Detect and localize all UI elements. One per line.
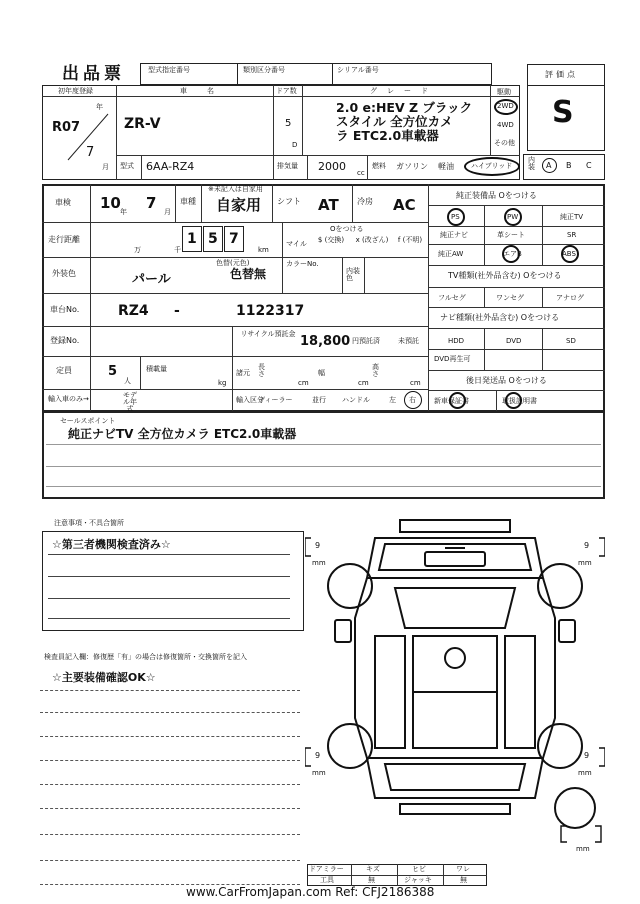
inspector-text: ☆主要装備確認OK☆ [52,671,156,684]
sp-divider-9 [428,370,605,371]
legend-col-3 [443,864,444,886]
option-navi: 純正ナビ [440,231,468,239]
import-dealer: ディーラー [258,396,293,404]
tread-rear-right: 9 [584,751,590,760]
legend-tools-value: 無 [368,876,375,884]
tread-rear-left-unit: mm [312,769,326,777]
fuel-diesel: 軽油 [438,162,454,171]
legend-col-1 [351,864,352,886]
notes-line-2 [48,576,290,577]
row-divider-1 [42,222,428,223]
load-label: 積載量 [146,365,167,373]
car-type: 自家用 [216,196,262,214]
manual-circle [505,392,522,409]
shift-value: AT [318,196,339,214]
divider-e [282,222,283,257]
capacity-label: 定員 [56,366,72,375]
divider-i [232,326,233,356]
first-registration-label: 初年度登録 [58,87,93,95]
sales-line-1 [46,444,601,445]
label-col-divider [90,184,91,412]
navi-dvd: DVD [506,337,522,345]
sales-line-3 [46,486,601,487]
row-divider-2 [42,257,428,258]
navi-type-title: ナビ種類(社外品含む) Oをつける [440,313,560,322]
sp-divider-1 [428,205,605,206]
year-unit: 年 [96,103,103,111]
circle-note: Oをつける [330,225,364,233]
car-damage-diagram [305,508,605,888]
mile-label: マイル [286,240,307,248]
fuel-hybrid: ハイブリッド [471,162,513,170]
handle-right: 右 [409,396,416,404]
row-divider-5 [42,356,428,357]
warranty-circle [449,392,466,409]
interior-box [523,154,605,180]
color-change: 色替無 [230,267,267,281]
legend-jack-value: 無 [460,876,467,884]
sp-divider-10 [428,390,605,391]
mileage-label: 走行距離 [48,235,80,244]
man-unit: 万 [134,246,141,254]
legend-break: ワレ [456,865,470,873]
drive-other: その他 [494,139,515,147]
door-count: 5 [285,118,292,129]
tv-oneseg: ワンセグ [496,294,524,302]
inspector-line-2 [40,712,300,713]
manual: 取扱説明書 [502,397,537,405]
grade-line-2: スタイル 全方位カメ [336,114,453,129]
katashiki-value: 6AA-RZ4 [146,160,195,173]
aircon-value: AC [393,196,416,214]
legend-door-mirror: ドアミラー [309,865,344,873]
inspection-month-unit: 月 [164,208,171,216]
door-unit: D [292,141,298,149]
header-row-divider [42,96,520,97]
aircon-label: 冷房 [357,197,373,206]
sp-divider-2 [428,226,605,227]
sp-divider-8 [428,349,605,350]
interior-color-label: 内装色 [346,267,360,282]
unknown-label: f (不明) [397,236,423,244]
divider-j [140,356,141,389]
divider-k [232,356,233,389]
mileage-digit-1: 1 [187,231,197,247]
first-registration-year: R07 [52,120,81,135]
inspector-line-4 [40,760,300,761]
divider-d [352,184,353,222]
tread-front-left-unit: mm [312,559,326,567]
fuel-label: 燃料 [372,162,386,170]
mileage-digit-2: 5 [208,231,218,247]
color-number-label: カラーNo. [286,260,319,268]
fuel-gasoline: ガソリン [396,162,428,171]
inspection-month: 7 [146,194,157,212]
recycle-amount: 18,800 [300,334,351,349]
registration-label: 登録No. [50,336,80,345]
option-leather: 革シート [497,231,525,239]
car-type-label: 車種 [180,197,196,206]
chassis-prefix: RZ4 [118,303,149,319]
displacement-divider [307,155,308,180]
inspector-line-6 [40,808,300,809]
navi-sd: SD [566,337,576,345]
inspection-year: 10 [100,194,121,212]
grade-line-3: ラ ETC2.0車載器 [336,128,439,143]
inspection-label: 車検 [55,198,71,207]
height-label: 高さ [372,363,379,378]
spec-label: 諸元 [236,369,250,377]
sp-divider-6 [428,307,605,308]
option-aw: 純正AW [438,250,464,258]
sp-col-7 [496,390,497,412]
tread-front-right-unit: mm [578,559,592,567]
sp-col-3 [484,287,485,307]
divider-h [364,257,365,293]
import-only-label: 輸入車のみ→ [48,395,89,403]
warranty-book: 新車保証書 [434,397,469,405]
recycle-deposited: 円預託済 [352,337,380,345]
tv-fullseg: フルセグ [438,294,466,302]
inspector-line-5 [40,784,300,785]
tread-front-left: 9 [315,541,321,550]
fuel-divider [367,155,368,180]
sp-col-4 [542,287,543,307]
divider-g [342,257,343,293]
dvd-playback: DVD再生可 [434,355,471,363]
score-label: 評価点 [545,70,578,79]
capacity: 5 [108,364,118,379]
inspector-label: 検査員記入欄：修復歴「有」の場合は修復箇所・交換箇所を記入 [44,653,247,661]
import-type-label: 輸入区分 [236,396,264,404]
notes-label: 注意事項・不具合箇所 [54,519,124,527]
later-shipping-title: 後日発送品 Oをつける [466,376,547,385]
exterior-color: パール [132,272,171,287]
tv-analog: アナログ [556,294,584,302]
divider-f [282,257,283,293]
notes-line-4 [48,618,290,619]
tread-spare-unit: mm [576,845,590,853]
divider-a [175,184,176,222]
door-count-label: ドア数 [276,87,297,95]
chassis-number: 1122317 [236,303,305,319]
tread-rear-left: 9 [315,751,321,760]
width-label: 幅 [318,369,325,377]
exchange-label: $ (交換) [317,236,345,244]
sp-col-2 [542,205,543,265]
row-divider-4 [42,326,428,327]
interior-label: 内装 [528,156,535,171]
handle-label: ハンドル [342,396,370,404]
option-sr: SR [567,231,577,239]
legend-scratch: キズ [366,865,380,873]
sp-divider-4 [428,265,605,266]
form-title: 出品票 [62,64,125,84]
katashiki-number-label: 型式指定番号 [148,66,190,74]
ruibetsu-number-label: 類別区分番号 [243,66,285,74]
grade-label: グレード [370,87,438,95]
recycle-not-deposited: 未預託 [398,337,419,345]
chassis-dash: - [174,303,180,319]
legend-crack: ヒビ [412,865,426,873]
length-label: 長さ [258,363,265,378]
row-divider-3 [42,293,428,294]
option-abs: ABS [562,250,576,258]
model-year-label: モデル年式 [123,391,137,413]
displacement-label: 排気量 [277,162,298,170]
drive-4wd: 4WD [497,121,514,129]
legend-jack: ジャッキ [404,876,432,884]
inspector-line-3 [40,736,300,737]
kg-unit: kg [218,379,227,387]
row-divider-6 [42,389,428,390]
katashiki-divider [141,155,142,180]
interior-b: B [566,161,572,170]
notes-line-3 [48,598,290,599]
sales-point-label: セールスポイント [60,417,116,425]
inspection-year-unit: 年 [120,208,127,216]
divider-c [272,184,273,222]
watermark: www.CarFromJapan.com Ref: CFJ2186388 [186,885,435,899]
width-cm: cm [358,379,369,387]
shift-label: シフト [277,197,301,206]
sp-col-1 [484,205,485,265]
car-name: ZR-V [124,116,161,132]
col-divider-2 [273,85,274,180]
navi-hdd: HDD [448,337,465,345]
col-divider-1 [116,85,117,180]
col-divider-4 [490,85,491,155]
car-name-label: 車名 [180,87,234,95]
cc-unit: cc [357,169,365,177]
sales-point-text: 純正ナビTV 全方位カメラ ETC2.0車載器 [68,427,297,441]
mileage-digit-3: 7 [229,231,239,247]
inspector-line-7 [40,834,300,835]
tv-type-title: TV種類(社外品含む) Oをつける [448,271,562,280]
score-value: S [552,95,574,130]
option-pw: PW [507,213,519,221]
notes-text: ☆第三者機関検査済み☆ [52,538,171,551]
katashiki-row-divider [116,155,520,156]
displacement-value: 2000 [318,160,346,173]
legend-tools: 工具 [320,876,334,884]
sales-line-2 [46,466,601,467]
option-tv: 純正TV [560,213,584,221]
serial-number-label: シリアル番号 [337,66,379,74]
tread-rear-right-unit: mm [578,769,592,777]
options-title: 純正装備品 Oをつける [456,191,537,200]
import-parallel: 並行 [312,396,326,404]
inspector-line-8 [40,860,300,861]
exterior-color-label: 外装色 [52,269,76,278]
legend-col-2 [397,864,398,886]
sidepanel-divider [428,184,429,412]
divider-b [201,184,202,222]
capacity-unit: 人 [124,377,131,385]
col-divider-3 [302,85,303,155]
tread-front-right: 9 [584,541,590,550]
first-registration-month: 7 [86,145,95,160]
sen-unit: 千 [174,246,181,254]
drive-2wd: 2WD [497,102,514,110]
month-unit: 月 [102,163,109,171]
tamper-label: x (改ざん) [355,236,389,244]
option-ps: PS [451,213,460,221]
handle-left: 左 [389,396,396,404]
grade-line-1: 2.0 e:HEV Z ブラック [336,100,473,115]
chassis-label: 車台No. [50,305,80,314]
sp-divider-5 [428,287,605,288]
private-note: ※未記入は自家用 [208,185,263,193]
inspector-line-1 [40,690,300,691]
option-airbag: エアB [503,250,522,258]
drive-label: 駆動 [497,88,511,96]
sp-divider-3 [428,244,605,245]
color-change-label: 色替(元色) [216,259,250,267]
height-cm: cm [410,379,421,387]
katashiki-field-label: 型式 [120,162,134,170]
divider-l [232,389,233,412]
notes-line-1 [48,554,290,555]
recycle-label: リサイクル預託金 [240,330,296,338]
sp-divider-7 [428,328,605,329]
interior-c: C [586,161,592,170]
length-cm: cm [298,379,309,387]
km-unit: km [258,246,269,254]
interior-a: A [546,161,552,170]
